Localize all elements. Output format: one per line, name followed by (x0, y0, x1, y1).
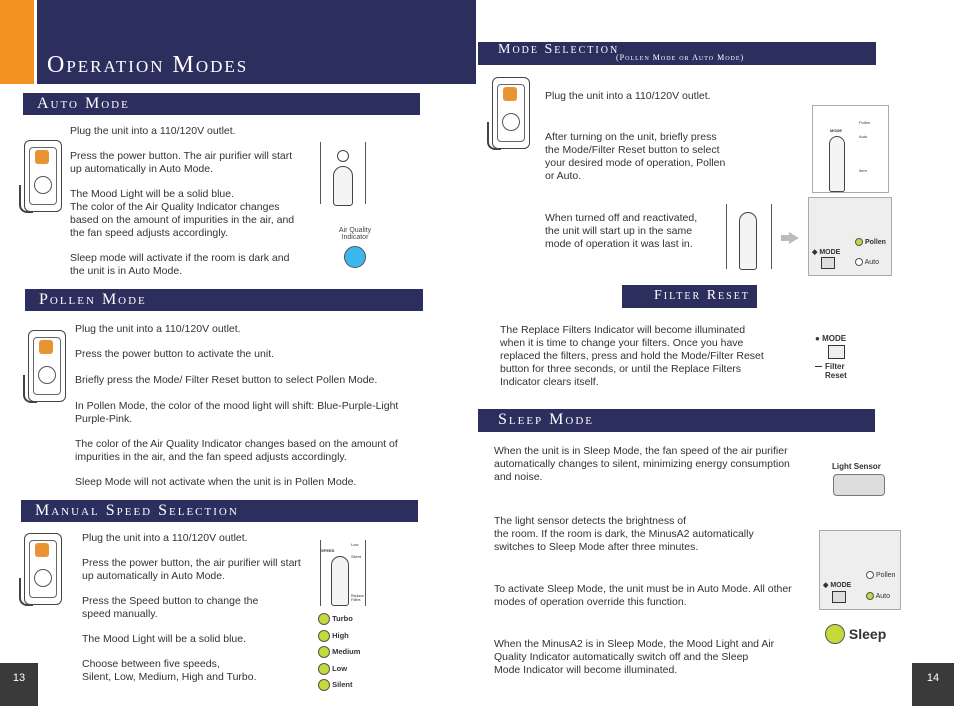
speed-indicator-icon (318, 630, 330, 642)
pollen-mode-text-3: Briefly press the Mode/ Filter Reset button to select Pollen Mode. (75, 374, 378, 386)
filter-reset-label: Filter Reset (825, 362, 847, 380)
mode-panel (808, 197, 892, 276)
pollen-mode-text-6: Sleep Mode will not activate when the unit is in Pollen Mode. (75, 476, 357, 488)
mode-button[interactable] (821, 257, 835, 269)
speed-indicator-icon (318, 663, 330, 675)
mode-selection-text-1: Plug the unit into a 110/120V outlet. (545, 90, 711, 102)
air-quality-indicator (344, 246, 366, 268)
pollen-led-icon (855, 238, 863, 246)
speed-item: Turbo (318, 611, 360, 628)
speed-panel-silent: Silent (351, 554, 362, 559)
manual-speed-text-4: The Mood Light will be a solid blue. (82, 633, 247, 645)
small-pollen-label: Pollen (859, 120, 871, 125)
pollen-mode-text-5: The color of the Air Quality Indicator changes based on the amount of impurities in the air, and the fan speed adjusts accordingly. (75, 438, 398, 463)
speed-indicator-icon (318, 679, 330, 691)
orange-tab (0, 0, 34, 84)
speed-panel-label: SPEED (321, 548, 335, 553)
mode-selection-text-2: After turning on the unit, briefly press the Mode/Filter Reset button to select your desired mode of operation, Pollen or Auto. (545, 131, 726, 182)
page-number-box-left (0, 663, 38, 706)
auto-mode-text-1: Plug the unit into a 110/120V outlet. (70, 125, 236, 137)
filter-reset-text: The Replace Filters Indicator will become illuminated when it is time to change your filters. Once you have replaced the filters, press and hold the Mode/Filter Reset button for three seconds, or until the Replace Filters Indicator clears itself. (500, 324, 764, 388)
sleep-mode-label: ◆ MODE (823, 582, 852, 589)
arrow-shaft (781, 235, 790, 241)
pollen-led-icon (866, 571, 874, 579)
finger-icon (333, 166, 353, 206)
page-number-left: 13 (12, 672, 26, 684)
sleep-auto-indicator: Auto (866, 592, 890, 600)
filter-mode-button[interactable] (828, 345, 845, 359)
auto-mode-text-4: Sleep mode will activate if the room is dark and the unit is in Auto Mode. (70, 252, 290, 277)
filter-mode-label: ● MODE (815, 334, 847, 343)
auto-led-icon (866, 592, 874, 600)
sleep-mode-panel (819, 530, 901, 610)
sleep-mode-text-4: When the MinusA2 is in Sleep Mode, the Mood Light and Air Quality Indicator automatically switch off and the Sleep Mode Indicator will become illuminated. (494, 638, 775, 676)
small-item-label: Item (859, 168, 867, 173)
sleep-indicator: Sleep (825, 624, 886, 644)
page-number-right: 14 (926, 672, 940, 684)
speed-panel-reset: Replace Filters (351, 594, 364, 602)
manual-speed-text-5: Choose between five speeds, Silent, Low, Medium, High and Turbo. (82, 658, 257, 683)
speed-item: Silent (318, 677, 360, 694)
sleep-mode-text-1: When the unit is in Sleep Mode, the fan speed of the air purifier automatically changes to silent, minimizing energy consumption and noise. (494, 445, 790, 483)
power-icon (337, 150, 349, 162)
section-heading-auto-mode: Auto Mode (23, 93, 420, 115)
manual-speed-text-1: Plug the unit into a 110/120V outlet. (82, 532, 248, 544)
speed-list (318, 611, 360, 694)
page-title: Operation Modes (47, 52, 249, 78)
speed-item: High (318, 628, 360, 645)
auto-mode-text-3: The Mood Light will be a solid blue. The color of the Air Quality Indicator changes based on the amount of impurities in the air, and the fan speed adjusts accordingly. (70, 188, 295, 239)
auto-mode-text-2: Press the power button. The air purifier will start up automatically in Auto Mode. (70, 150, 293, 175)
speed-indicator-icon (318, 613, 330, 625)
finger-press-illustration (726, 204, 772, 269)
sleep-pollen-indicator: Pollen (866, 571, 895, 579)
section-heading-pollen-mode: Pollen Mode (25, 289, 423, 311)
outlet-icon (24, 140, 62, 212)
mode-selection-subtitle: (Pollen Mode or Auto Mode) (616, 53, 745, 62)
mode-label: ◆ MODE (812, 249, 841, 256)
arrow-right-icon (789, 232, 799, 244)
mode-selection-text-3: When turned off and reactivated, the unit will start up in the same mode of operation it was last in. (545, 212, 698, 250)
light-sensor-label: Light Sensor (832, 462, 881, 471)
auto-indicator: Auto (855, 258, 879, 266)
outlet-icon (492, 77, 530, 149)
filter-dash (815, 366, 822, 367)
power-button-illustration (320, 142, 366, 204)
sleep-mode-text-2: The light sensor detects the brightness of the room. If the room is dark, the MinusA2 automatically switches to Sleep Mode after three minutes. (494, 515, 754, 553)
outlet-icon (28, 330, 66, 402)
speed-indicator-icon (318, 646, 330, 658)
section-heading-filter-reset: Filter Reset (622, 285, 757, 308)
section-heading-sleep-mode: Sleep Mode (478, 409, 875, 432)
finger-icon (829, 136, 845, 192)
sleep-led-icon (825, 624, 845, 644)
section-heading-manual-speed: Manual Speed Selection (21, 500, 418, 522)
manual-speed-text-2: Press the power button, the air purifier will start up automatically in Auto Mode. (82, 557, 301, 582)
manual-speed-text-3: Press the Speed button to change the speed manually. (82, 595, 259, 620)
outlet-icon (24, 533, 62, 605)
small-auto-label: Auto (859, 134, 868, 139)
pollen-mode-text-4: In Pollen Mode, the color of the mood light will shift: Blue-Purple-Light Purple-Pink. (75, 400, 399, 425)
sleep-mode-button[interactable] (832, 591, 846, 603)
sleep-mode-text-3: To activate Sleep Mode, the unit must be in Auto Mode. All other modes of operation override this function. (494, 583, 792, 608)
pollen-mode-text-1: Plug the unit into a 110/120V outlet. (75, 323, 241, 335)
page-number-box-right (912, 663, 954, 706)
speed-item: Medium (318, 644, 360, 661)
pollen-mode-text-2: Press the power button to activate the unit. (75, 348, 275, 360)
mode-selection-title: Mode Selection (498, 42, 620, 57)
mode-panel-illustration (812, 105, 889, 193)
finger-icon (331, 556, 349, 606)
auto-led-icon (855, 258, 863, 266)
light-sensor (833, 474, 885, 496)
speed-button-illustration (320, 540, 366, 606)
filter-reset-panel (815, 334, 875, 384)
section-heading-mode-selection (478, 42, 876, 65)
small-mode-label: MODE (830, 128, 842, 133)
speed-panel-low: Low (351, 542, 359, 547)
pollen-indicator: Pollen (855, 238, 886, 246)
speed-item: Low (318, 661, 360, 678)
air-quality-label: Air Quality Indicator (338, 227, 372, 241)
finger-icon (739, 212, 757, 270)
